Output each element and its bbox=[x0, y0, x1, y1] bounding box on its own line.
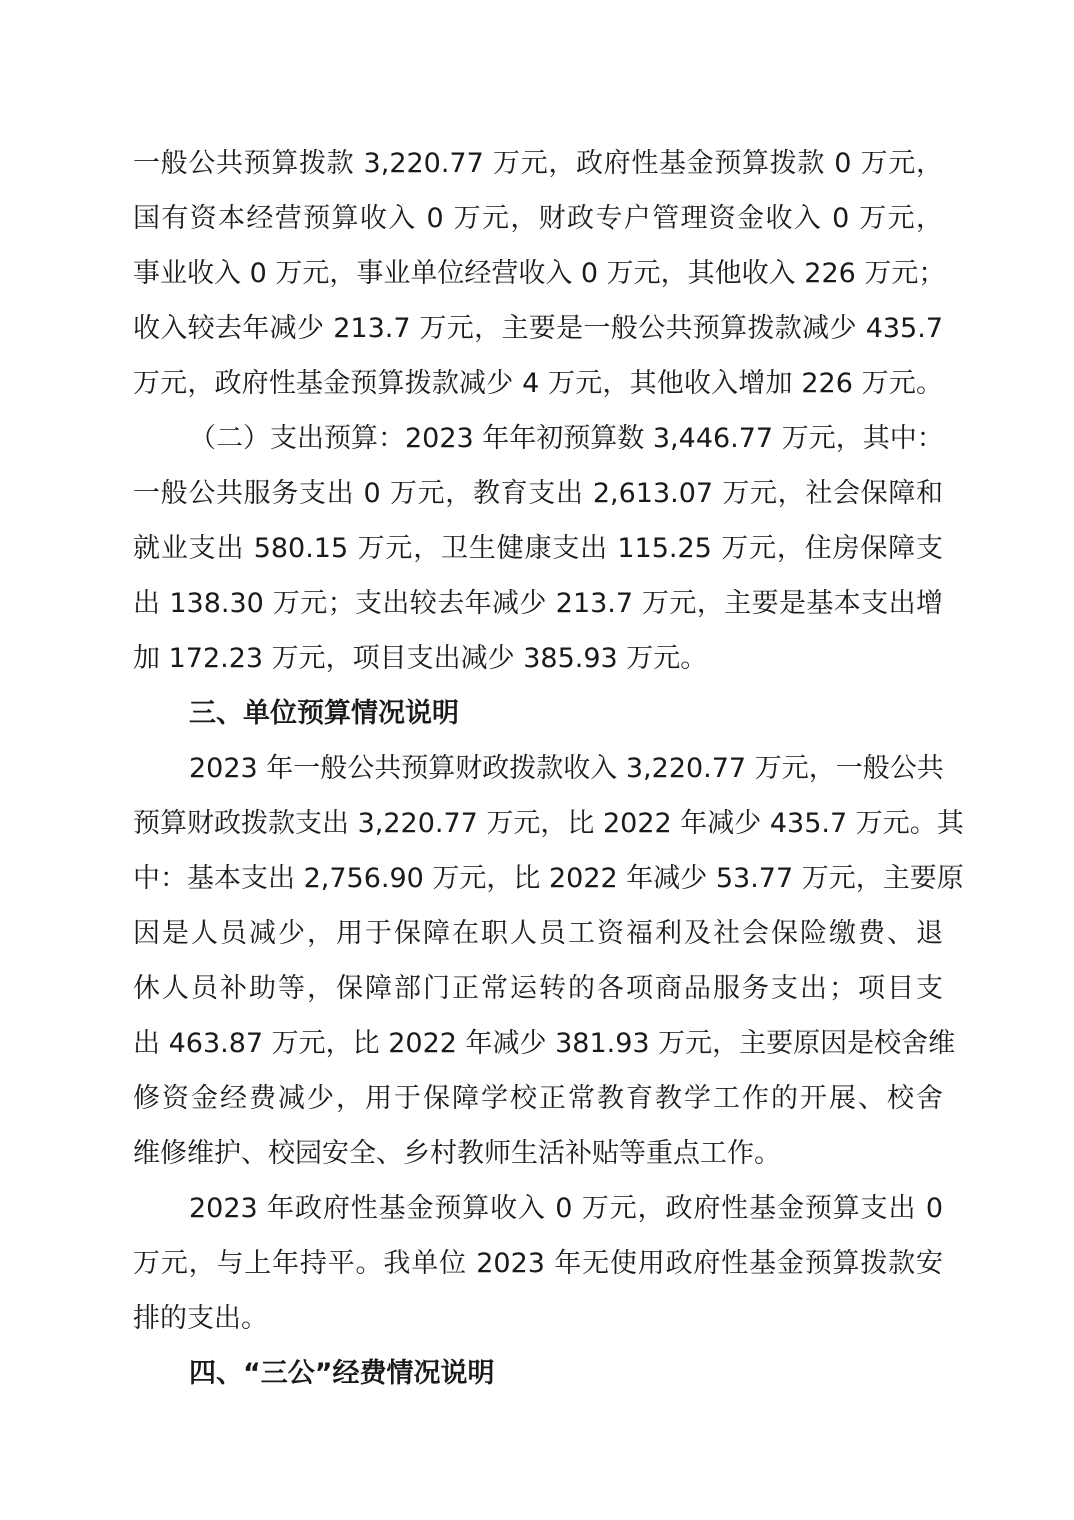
income-line-1: 一般公共预算拨款 3,220.77 万元，政府性基金预算拨款 0 万元， bbox=[133, 148, 943, 179]
expenditure-line-4: 出 138.30 万元；支出较去年减少 213.7 万元，主要是基本支出增 bbox=[133, 588, 943, 619]
unit-budget-line-8: 维修维护、校园安全、乡村教师生活补贴等重点工作。 bbox=[133, 1138, 781, 1169]
income-line-2: 国有资本经营预算收入 0 万元，财政专户管理资金收入 0 万元， bbox=[133, 203, 943, 234]
unit-budget-line-7: 修资金经费减少，用于保障学校正常教育教学工作的开展、校舍 bbox=[133, 1083, 943, 1114]
unit-budget-line-6: 出 463.87 万元，比 2022 年减少 381.93 万元，主要原因是校舍维 bbox=[133, 1028, 956, 1059]
unit-budget-line-1: 2023 年一般公共预算财政拨款收入 3,220.77 万元，一般公共 bbox=[189, 753, 944, 784]
income-line-4: 收入较去年减少 213.7 万元，主要是一般公共预算拨款减少 435.7 bbox=[133, 313, 943, 344]
unit-budget-line-3: 中：基本支出 2,756.90 万元，比 2022 年减少 53.77 万元，主要原 bbox=[133, 863, 964, 894]
unit-budget-line-2: 预算财政拨款支出 3,220.77 万元，比 2022 年减少 435.7 万元。其 bbox=[133, 808, 964, 839]
fund-budget-line-3: 排的支出。 bbox=[133, 1303, 268, 1334]
income-line-3: 事业收入 0 万元，事业单位经营收入 0 万元，其他收入 226 万元； bbox=[133, 258, 946, 289]
income-line-5: 万元，政府性基金预算拨款减少 4 万元，其他收入增加 226 万元。 bbox=[133, 368, 943, 399]
fund-budget-line-2: 万元，与上年持平。我单位 2023 年无使用政府性基金预算拨款安 bbox=[133, 1248, 943, 1279]
fund-budget-line-1: 2023 年政府性基金预算收入 0 万元，政府性基金预算支出 0 bbox=[189, 1193, 943, 1224]
expenditure-line-1: （二）支出预算：2023 年年初预算数 3,446.77 万元，其中： bbox=[189, 423, 944, 454]
unit-budget-line-4: 因是人员减少，用于保障在职人员工资福利及社会保险缴费、退 bbox=[133, 918, 943, 949]
unit-budget-line-5: 休人员补助等，保障部门正常运转的各项商品服务支出；项目支 bbox=[133, 973, 943, 1004]
section-heading-unit-budget: 三、单位预算情况说明 bbox=[189, 698, 459, 729]
expenditure-line-2: 一般公共服务支出 0 万元，教育支出 2,613.07 万元，社会保障和 bbox=[133, 478, 943, 509]
section-heading-three-public: 四、“三公”经费情况说明 bbox=[189, 1358, 495, 1389]
expenditure-line-3: 就业支出 580.15 万元，卫生健康支出 115.25 万元，住房保障支 bbox=[133, 533, 943, 564]
expenditure-line-5: 加 172.23 万元，项目支出减少 385.93 万元。 bbox=[133, 643, 708, 674]
